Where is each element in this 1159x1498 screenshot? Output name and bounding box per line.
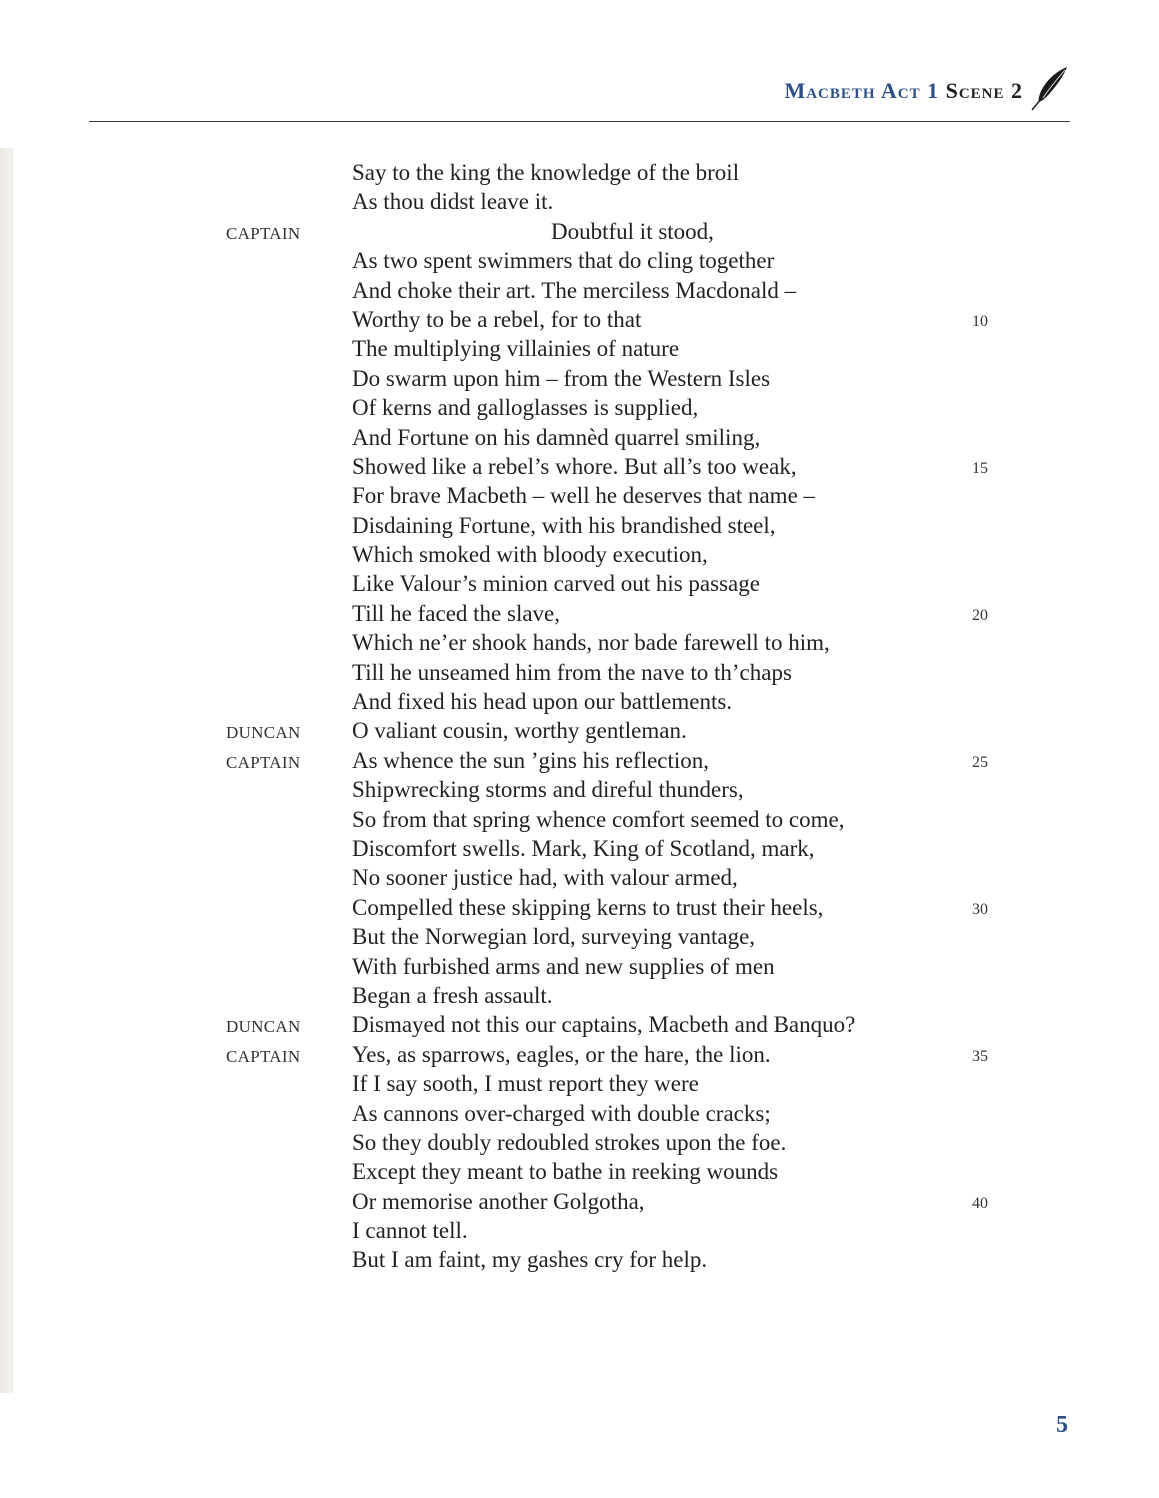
verse-line	[0, 1069, 1159, 1098]
verse-line	[0, 922, 1159, 951]
verse-text-line: Worthy to be a rebel, for to that	[352, 306, 642, 332]
verse-line	[0, 276, 1159, 305]
verse-text-line: But the Norwegian lord, surveying vantage,	[352, 924, 756, 950]
verse-line	[0, 863, 1159, 892]
header-title-scene: Scene 2	[945, 78, 1023, 103]
verse-text-line: As two spent swimmers that do cling together	[352, 248, 775, 274]
verse-text-line: Of kerns and galloglasses is supplied,	[352, 395, 699, 421]
speaker-name: DUNCAN	[226, 723, 301, 743]
verse-line	[0, 393, 1159, 422]
verse-line	[0, 452, 1159, 481]
verse-text-line: As thou didst leave it.	[352, 189, 554, 215]
verse-text-line: Like Valour’s minion carved out his passage	[352, 571, 760, 597]
verse-line	[0, 187, 1159, 216]
verse-text-line: Showed like a rebel’s whore. But all’s too weak,	[352, 453, 797, 479]
verse-text-line: With furbished arms and new supplies of men	[352, 953, 775, 979]
verse-line	[0, 834, 1159, 863]
verse-line	[0, 981, 1159, 1010]
verse-text-line: Except they meant to bathe in reeking wounds	[352, 1159, 779, 1185]
speaker-name: DUNCAN	[226, 1017, 301, 1037]
verse-text-line: As whence the sun ’gins his reflection,	[352, 747, 710, 773]
verse-text-line: Discomfort swells. Mark, King of Scotland, mark,	[352, 835, 815, 861]
verse-text-line: If I say sooth, I must report they were	[352, 1071, 699, 1097]
verse-text-line: Compelled these skipping kerns to trust their heels,	[352, 894, 824, 920]
verse-line	[0, 305, 1159, 334]
speaker-name: CAPTAIN	[226, 1046, 301, 1066]
verse-text-line: Yes, as sparrows, eagles, or the hare, the lion.	[352, 1041, 771, 1067]
verse-line	[0, 716, 1159, 745]
verse-text-line: I cannot tell.	[352, 1218, 468, 1244]
verse-line	[0, 511, 1159, 540]
verse-text-line: Which smoked with bloody execution,	[352, 542, 708, 568]
verse-text-line: Disdaining Fortune, with his brandished steel,	[352, 512, 776, 538]
speaker-name: CAPTAIN	[226, 223, 301, 243]
verse-text-line: Shipwrecking storms and direful thunders,	[352, 777, 744, 803]
header-title	[784, 78, 1023, 104]
verse-text-line: Say to the king the knowledge of the broil	[352, 160, 740, 185]
quill-icon	[1029, 65, 1069, 111]
verse-line	[0, 658, 1159, 687]
verse-line	[0, 423, 1159, 452]
verse-line	[0, 775, 1159, 804]
verse-line	[0, 952, 1159, 981]
verse-text-line: And fixed his head upon our battlements.	[352, 689, 733, 715]
verse-line	[0, 1157, 1159, 1186]
verse-line	[0, 893, 1159, 922]
verse-text-line: Began a fresh assault.	[352, 982, 553, 1008]
verse-text-line: Which ne’er shook hands, nor bade farewell to him,	[352, 630, 830, 656]
verse-line	[0, 1128, 1159, 1157]
verse-text-line: O valiant cousin, worthy gentleman.	[352, 718, 687, 744]
verse-text-line: For brave Macbeth – well he deserves that name –	[352, 483, 816, 509]
line-number: 25	[972, 753, 988, 771]
verse-text-line: So they doubly redoubled strokes upon the foe.	[352, 1129, 787, 1155]
page-number: 5	[1056, 1412, 1068, 1438]
verse-line	[0, 334, 1159, 363]
verse-text-line: Till he faced the slave,	[352, 600, 561, 626]
verse-text-line: And choke their art. The merciless Macdonald –	[352, 277, 797, 303]
line-number: 40	[972, 1194, 988, 1212]
line-number: 10	[972, 312, 988, 330]
verse-line	[0, 569, 1159, 598]
verse-text-line: Do swarm upon him – from the Western Isles	[352, 365, 771, 391]
verse-text	[0, 158, 1159, 1275]
verse-text-line: Till he unseamed him from the nave to th’chaps	[352, 659, 792, 685]
verse-line	[0, 158, 1159, 187]
verse-text-line: Doubtful it stood,	[551, 218, 714, 244]
verse-line	[0, 1216, 1159, 1245]
verse-line	[0, 1010, 1159, 1039]
verse-text-line: So from that spring whence comfort seemed to come,	[352, 806, 845, 832]
verse-line	[0, 1099, 1159, 1128]
verse-line	[0, 246, 1159, 275]
verse-line	[0, 628, 1159, 657]
line-number: 35	[972, 1047, 988, 1065]
verse-line	[0, 364, 1159, 393]
line-number: 20	[972, 606, 988, 624]
verse-line	[0, 805, 1159, 834]
header-rule	[89, 121, 1070, 122]
verse-line	[0, 540, 1159, 569]
running-header	[784, 66, 1069, 110]
verse-line	[0, 1040, 1159, 1069]
verse-text-line: No sooner justice had, with valour armed,	[352, 865, 738, 891]
verse-line	[0, 687, 1159, 716]
verse-text-line: Dismayed not this our captains, Macbeth and Banquo?	[352, 1012, 856, 1038]
verse-text-line: And Fortune on his damnèd quarrel smiling,	[352, 424, 761, 450]
verse-line	[0, 481, 1159, 510]
verse-line	[0, 599, 1159, 628]
verse-text-line: But I am faint, my gashes cry for help.	[352, 1247, 708, 1273]
verse-text-line: Or memorise another Golgotha,	[352, 1188, 645, 1214]
line-number: 15	[972, 459, 988, 477]
verse-text-line: As cannons over-charged with double cracks;	[352, 1100, 771, 1126]
verse-text-line: The multiplying villainies of nature	[352, 336, 680, 362]
header-title-play: Macbeth Act 1	[784, 78, 940, 103]
line-number: 30	[972, 900, 988, 918]
speaker-name: CAPTAIN	[226, 752, 301, 772]
verse-line	[0, 1245, 1159, 1274]
verse-line	[0, 1187, 1159, 1216]
verse-line	[0, 217, 1159, 246]
verse-line	[0, 746, 1159, 775]
